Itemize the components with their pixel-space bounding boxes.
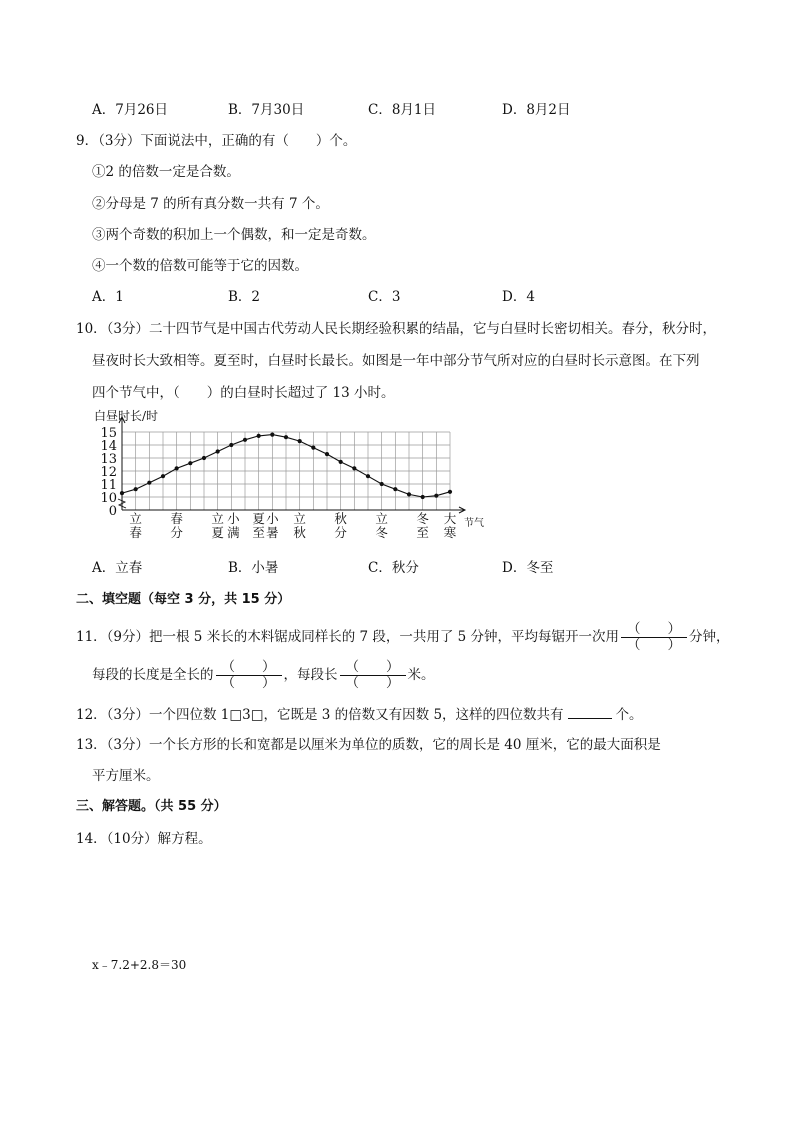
x-tick-label: 满 (227, 525, 240, 540)
q9-option-c: C．3 (368, 289, 401, 305)
q14-stem: 14．（10分）解方程。 (76, 831, 212, 847)
q12-line (76, 704, 643, 725)
q8-option-b: B．7月30日 (228, 102, 305, 118)
y-tick-label: 15 (100, 426, 117, 441)
x-tick-label: 冬 (416, 511, 429, 526)
x-axis-label: 节气 (464, 518, 484, 529)
fraction-denominator: （ ） (627, 637, 682, 653)
q9-statement-4: ④一个数的倍数可能等于它的因数。 (92, 258, 308, 274)
q11-text-2a: 每段的长度是全长的 (92, 667, 214, 683)
data-point (202, 456, 206, 460)
fraction-numerator: （ ） (340, 660, 406, 676)
data-point (434, 494, 438, 498)
section-2-heading: 二、填空题（每空 3 分，共 15 分） (76, 592, 291, 607)
q9-stem: 9．（3分）下面说法中，正确的有（ ）个。 (76, 133, 357, 149)
data-point (325, 452, 329, 456)
x-tick-label: 暑 (266, 525, 279, 540)
data-point (175, 466, 179, 470)
x-tick-label: 立 (129, 511, 142, 526)
q11-text-2b: ，每段长 (283, 667, 338, 683)
x-tick-label: 小 (227, 511, 240, 526)
y-axis-label: 白昼时长/时 (94, 409, 159, 423)
q9-option-b: B．2 (228, 289, 261, 305)
q10-option-a: A．立春 (92, 560, 143, 576)
q8-option-d: D．8月2日 (502, 102, 571, 118)
x-tick-label: 冬 (375, 525, 388, 540)
data-point (366, 474, 370, 478)
data-point (352, 466, 356, 470)
data-point (311, 446, 315, 450)
x-tick-label: 春 (129, 525, 142, 540)
y-tick-label: 10 (100, 491, 117, 506)
x-tick-label: 分 (170, 525, 183, 540)
q8-option-a: A．7月26日 (92, 102, 169, 118)
data-point (407, 492, 411, 496)
y-tick-label: 0 (108, 504, 117, 519)
q13-line-2: 平方厘米。 (92, 768, 160, 784)
x-tick-label: 分 (334, 525, 347, 540)
q14-equation: x﹣7.2+2.8＝30 (92, 958, 187, 972)
data-point (188, 461, 192, 465)
fraction-numerator: （ ） (621, 622, 687, 638)
daylight-chart (92, 408, 512, 554)
q13-line-1: 13．（3分）一个长方形的长和宽都是以厘米为单位的质数，它的周长是 40 厘米，它的最大面积是 (76, 737, 661, 753)
fraction-denominator: （ ） (345, 675, 400, 691)
q11-fraction-2 (216, 660, 282, 691)
data-point (380, 482, 384, 486)
axis-break-mark (118, 499, 126, 508)
data-point (216, 449, 220, 453)
q10-line-2: 昼夜时长大致相等。夏至时，白昼时长最长。如图是一年中部分节气所对应的白昼时长示意图。在下列 (92, 353, 700, 369)
data-point (393, 487, 397, 491)
q12-text-b: 个。 (615, 707, 643, 723)
q11-text-1a: 11．（9分）把一根 5 米长的木料锯成同样长的 7 段，一共用了 5 分钟，平均每锯开一次用 (76, 629, 620, 645)
q9-statement-1: ①2 的倍数一定是合数。 (92, 164, 240, 180)
y-tick-label: 12 (100, 465, 117, 480)
data-point (134, 487, 138, 491)
q10-line-3: 四个节气中，（ ）的白昼时长超过了 13 小时。 (92, 385, 395, 401)
y-tick-label: 13 (100, 452, 117, 467)
x-tick-label: 立 (375, 511, 388, 526)
data-point (448, 490, 452, 494)
data-point (284, 435, 288, 439)
x-tick-label: 至 (252, 525, 265, 540)
q9-option-a: A．1 (92, 289, 124, 305)
q11-text-2c: 米。 (407, 667, 435, 683)
x-tick-label: 秋 (293, 525, 306, 540)
q10-option-c: C．秋分 (368, 560, 419, 576)
x-tick-label: 立 (211, 511, 224, 526)
section-3-heading: 三、解答题。（共 55 分） (76, 799, 227, 814)
q11-fraction-1 (621, 622, 687, 653)
x-tick-label: 立 (293, 511, 306, 526)
x-tick-label: 寒 (443, 525, 457, 540)
data-point (298, 439, 302, 443)
data-point (161, 474, 165, 478)
x-tick-label: 小 (266, 511, 279, 526)
q9-statement-3: ③两个奇数的积加上一个偶数，和一定是奇数。 (92, 227, 376, 243)
x-tick-label: 夏 (211, 525, 224, 540)
data-point (243, 438, 247, 442)
q12-answer-blank (568, 704, 612, 719)
data-point (421, 495, 425, 499)
q11-text-1b: 分钟， (689, 629, 730, 645)
data-point (339, 460, 343, 464)
data-point (270, 433, 274, 437)
q10-option-b: B．小暑 (228, 560, 279, 576)
q11-fraction-3 (340, 660, 406, 691)
q9-option-d: D．4 (502, 289, 535, 305)
x-tick-label: 夏 (252, 511, 265, 526)
y-tick-label: 11 (100, 478, 117, 493)
q10-line-1: 10．（3分）二十四节气是中国古代劳动人民长期经验积累的结晶，它与白昼时长密切相关。春分，秋分时， (76, 321, 717, 337)
x-tick-label: 大 (443, 511, 457, 526)
q11-line-2 (92, 660, 435, 691)
q10-option-d: D．冬至 (502, 560, 554, 576)
data-point (147, 481, 151, 485)
data-point (257, 434, 261, 438)
x-tick-label: 春 (170, 511, 183, 526)
q11-line-1 (76, 622, 730, 653)
q12-text-a: 12．（3分）一个四位数 1□3□，它既是 3 的倍数又有因数 5，这样的四位数共有 (76, 707, 564, 723)
q9-statement-2: ②分母是 7 的所有真分数一共有 7 个。 (92, 196, 329, 212)
fraction-denominator: （ ） (221, 675, 276, 691)
q8-option-c: C．8月1日 (368, 102, 437, 118)
data-point (229, 443, 233, 447)
y-tick-label: 14 (100, 439, 117, 454)
data-point (120, 491, 124, 495)
x-tick-label: 秋 (334, 511, 347, 526)
fraction-numerator: （ ） (216, 660, 282, 676)
x-tick-label: 至 (416, 525, 429, 540)
